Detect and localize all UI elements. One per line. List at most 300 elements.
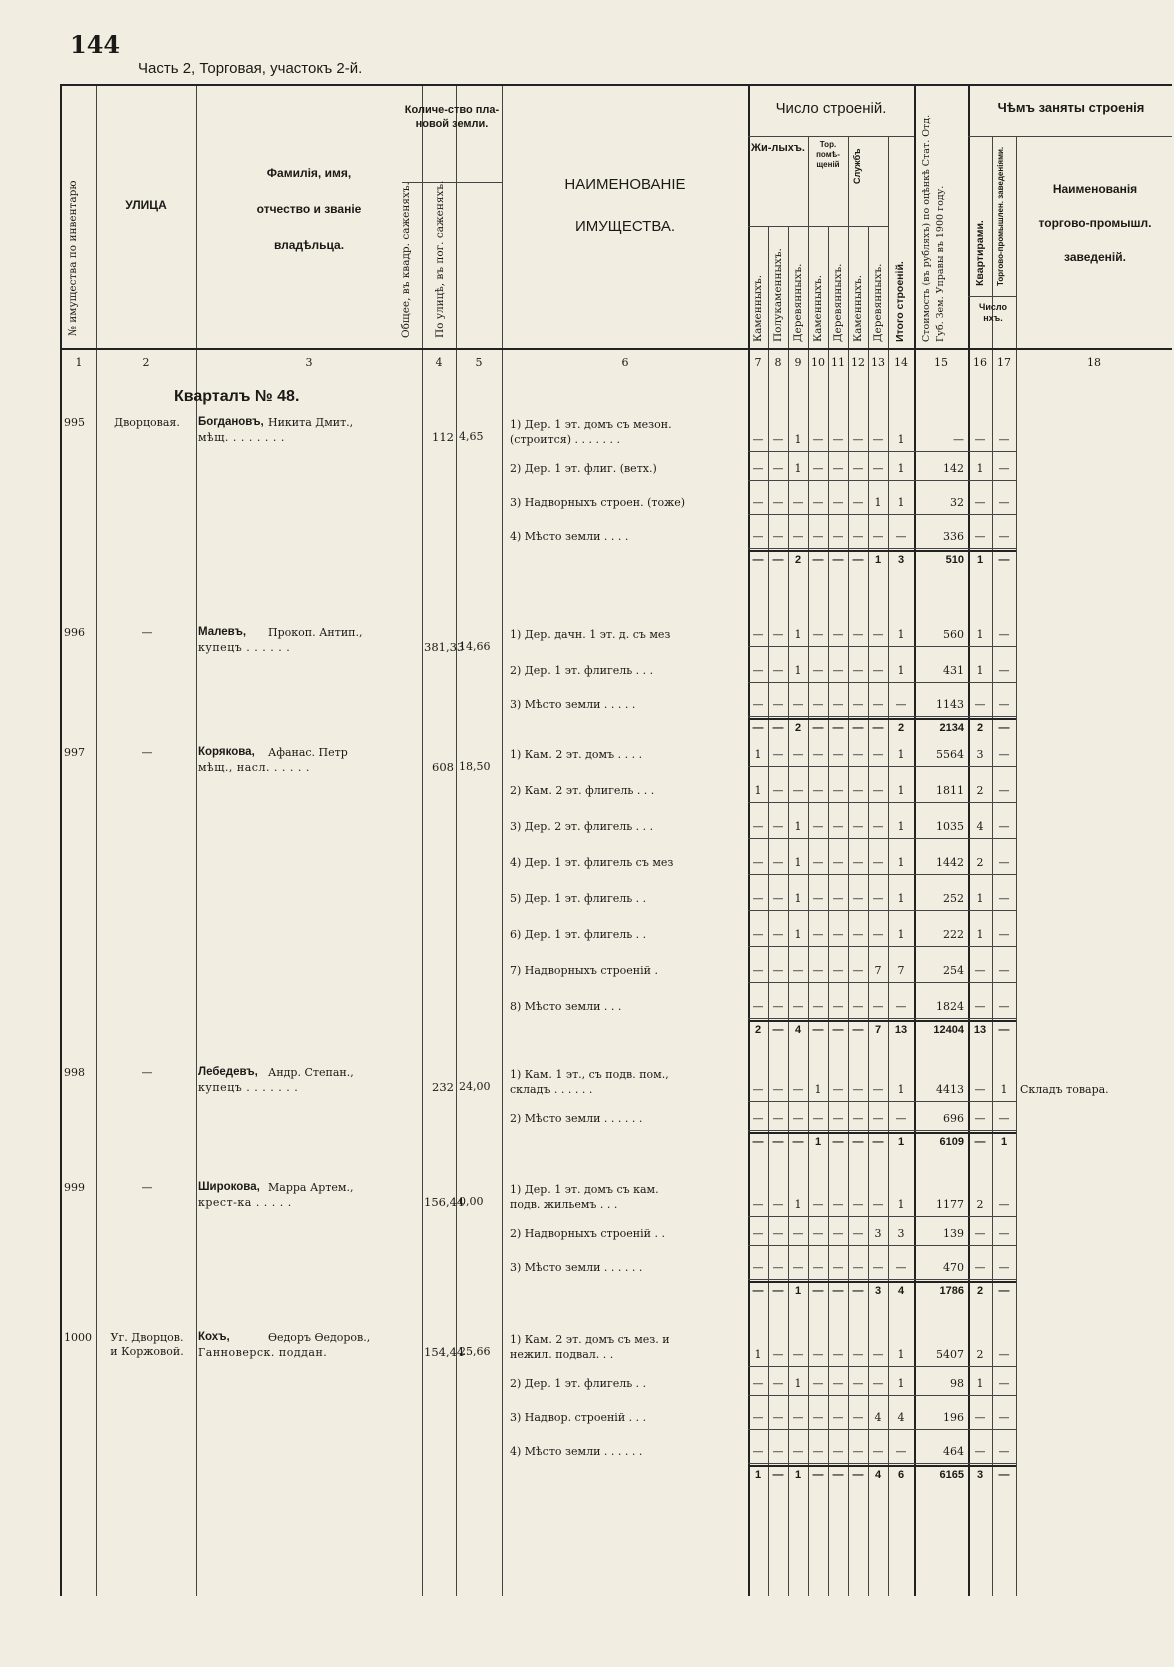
item-count-c7: — xyxy=(752,1083,764,1096)
item-value: 254 xyxy=(943,964,964,977)
item-count-c13: 1 xyxy=(874,496,882,509)
item-description-line2: складъ . . . . . . xyxy=(510,1083,593,1096)
item-value: 1143 xyxy=(936,698,964,711)
item-count-c7: — xyxy=(752,964,764,977)
column-number: 8 xyxy=(774,356,782,369)
column-number: 2 xyxy=(142,356,150,369)
item-description-line2: нежил. подвал. . . xyxy=(510,1348,614,1361)
entry-id: 995 xyxy=(64,416,85,429)
item-count-c8: — xyxy=(772,784,784,797)
item-count-c7: — xyxy=(752,1445,764,1458)
item-count-c11: — xyxy=(832,892,844,905)
item-count-c12: — xyxy=(852,1377,864,1390)
item-count-c10: — xyxy=(812,928,824,941)
item-count-c14: 1 xyxy=(897,784,905,797)
item-rule xyxy=(748,838,1016,839)
item-value: 336 xyxy=(943,530,964,543)
total-count-c11: — xyxy=(832,1024,844,1036)
entry-owner-name: Никита Дмит., xyxy=(268,416,354,429)
total-count-c13: 7 xyxy=(874,1024,882,1036)
column-number: 18 xyxy=(1087,356,1101,369)
item-count-c13: — xyxy=(872,856,884,869)
item-count-c14: 1 xyxy=(897,664,905,677)
col-owner-header-3: владѣльца. xyxy=(273,238,345,252)
item-enterprises: — xyxy=(998,1000,1010,1013)
item-value: 470 xyxy=(943,1261,964,1274)
item-count-c14: 1 xyxy=(897,892,905,905)
item-count-c7: — xyxy=(752,820,764,833)
item-count-c9: — xyxy=(792,1411,804,1424)
item-count-c12: — xyxy=(852,1083,864,1096)
total-apartments: 13 xyxy=(973,1024,987,1036)
item-count-c13: — xyxy=(872,698,884,711)
item-count-c9: — xyxy=(792,698,804,711)
item-description: 8) Мѣсто земли . . . xyxy=(510,1000,622,1013)
item-count-c10: — xyxy=(812,820,824,833)
item-rule xyxy=(748,1279,1016,1280)
total-value: 2134 xyxy=(939,722,964,734)
item-rule xyxy=(748,548,1016,549)
total-enterprises: — xyxy=(998,1024,1010,1036)
total-count-c8: — xyxy=(772,554,784,566)
item-count-c10: — xyxy=(812,433,824,446)
entry-frontage: 4,65 xyxy=(459,430,484,443)
entry-id: 998 xyxy=(64,1066,85,1079)
col-service-subheader: Службъ xyxy=(852,148,862,184)
item-count-c8: — xyxy=(772,462,784,475)
item-description: 2) Кам. 2 эт. флигель . . . xyxy=(510,784,655,797)
item-value: 1177 xyxy=(936,1198,964,1211)
item-value: 142 xyxy=(943,462,964,475)
item-rule xyxy=(748,682,1016,683)
item-apartments: 1 xyxy=(976,928,984,941)
column-number: 13 xyxy=(871,356,885,369)
item-count-c12: — xyxy=(852,1000,864,1013)
item-enterprises: — xyxy=(998,784,1010,797)
item-count-c11: — xyxy=(832,1411,844,1424)
item-count-c8: — xyxy=(772,928,784,941)
item-count-c10: — xyxy=(812,1112,824,1125)
entry-id: 999 xyxy=(64,1181,85,1194)
item-count-c12: — xyxy=(852,928,864,941)
item-count-c10: — xyxy=(812,462,824,475)
item-count-c7: — xyxy=(752,664,764,677)
entry-owner-rank: крест-ка . . . . . xyxy=(198,1196,292,1209)
item-count-c11: — xyxy=(832,698,844,711)
entry-id: 997 xyxy=(64,746,85,759)
entry-area: 156,44 xyxy=(424,1195,465,1209)
total-apartments: 3 xyxy=(976,1469,984,1481)
item-count-c7: — xyxy=(752,496,764,509)
item-value: 252 xyxy=(943,892,964,905)
total-apartments: 2 xyxy=(976,722,984,734)
item-count-c14: 1 xyxy=(897,1083,905,1096)
item-count-c14: 7 xyxy=(897,964,905,977)
item-count-c11: — xyxy=(832,433,844,446)
item-count-c7: — xyxy=(752,1227,764,1240)
total-apartments: — xyxy=(974,1136,986,1148)
item-count-c11: — xyxy=(832,820,844,833)
item-apartments: — xyxy=(974,698,986,711)
entry-id: 1000 xyxy=(64,1331,92,1344)
total-count-c10: — xyxy=(812,1469,824,1481)
item-count-c13: — xyxy=(872,1377,884,1390)
item-count-c10: — xyxy=(812,1411,824,1424)
item-description: 7) Надворныхъ строеній . xyxy=(510,964,658,977)
item-count-c11: — xyxy=(832,628,844,641)
total-count-c9: 1 xyxy=(794,1469,802,1481)
item-count-c12: — xyxy=(852,628,864,641)
item-description: 1) Кам. 2 эт. домъ съ мез. и xyxy=(510,1333,670,1346)
item-description: 3) Мѣсто земли . . . . . xyxy=(510,698,636,711)
total-count-c12: — xyxy=(852,722,864,734)
item-rule xyxy=(748,766,1016,767)
total-count-c9: 4 xyxy=(794,1024,802,1036)
item-rule xyxy=(748,514,1016,515)
item-count-c12: — xyxy=(852,892,864,905)
item-count-c14: 1 xyxy=(897,856,905,869)
item-count-c12: — xyxy=(852,1261,864,1274)
item-description: 3) Надвор. строеній . . . xyxy=(510,1411,647,1424)
item-description: 1) Кам. 1 эт., съ подв. пом., xyxy=(510,1068,669,1081)
total-count-c10: 1 xyxy=(814,1136,822,1148)
total-count-c12: — xyxy=(852,1024,864,1036)
entry-owner-rank: купецъ . . . . . . . xyxy=(198,1081,299,1094)
item-count-c8: — xyxy=(772,1227,784,1240)
total-value: 6165 xyxy=(939,1469,964,1481)
col-living-subheader: Жи-лыхъ. xyxy=(751,142,805,154)
item-apartments: 2 xyxy=(976,1348,984,1361)
item-value: 1442 xyxy=(936,856,964,869)
item-count-c14: 1 xyxy=(897,928,905,941)
total-count-c14: 1 xyxy=(897,1136,905,1148)
item-count-c10: — xyxy=(812,856,824,869)
item-rule xyxy=(748,716,1016,717)
item-enterprises: — xyxy=(998,628,1010,641)
col18-header-2: торгово-промышл. xyxy=(1038,216,1152,230)
col-count-label: Число нхъ. xyxy=(979,302,1007,324)
item-count-c14: 1 xyxy=(897,628,905,641)
item-value: 1824 xyxy=(936,1000,964,1013)
total-count-c7: — xyxy=(752,722,764,734)
item-count-c9: 1 xyxy=(794,820,802,833)
item-apartments: — xyxy=(974,1445,986,1458)
entry-frontage: 25,66 xyxy=(459,1345,491,1358)
total-rule xyxy=(748,1281,1016,1283)
item-count-c9: 1 xyxy=(794,628,802,641)
total-count-c13: 4 xyxy=(874,1469,882,1481)
item-apartments: 2 xyxy=(976,784,984,797)
item-enterprises: — xyxy=(998,820,1010,833)
item-count-c12: — xyxy=(852,820,864,833)
total-count-c9: 2 xyxy=(794,554,802,566)
item-count-c9: — xyxy=(792,496,804,509)
item-count-c11: — xyxy=(832,530,844,543)
item-value: 32 xyxy=(950,496,964,509)
item-apartments: — xyxy=(974,964,986,977)
item-apartments: — xyxy=(974,1112,986,1125)
entry-street: — xyxy=(141,746,153,759)
item-rule xyxy=(748,646,1016,647)
entry-frontage: 24,00 xyxy=(459,1080,491,1093)
item-count-c9: — xyxy=(792,1348,804,1361)
item-description: 3) Дер. 2 эт. флигель . . . xyxy=(510,820,654,833)
item-count-c13: — xyxy=(872,1198,884,1211)
total-count-c13: 3 xyxy=(874,1285,882,1297)
item-count-c12: — xyxy=(852,433,864,446)
total-enterprises: — xyxy=(998,722,1010,734)
item-count-c14: 1 xyxy=(897,1198,905,1211)
total-count-c7: 2 xyxy=(754,1024,762,1036)
item-count-c9: 1 xyxy=(794,1377,802,1390)
entry-area: 112 xyxy=(432,430,454,444)
item-count-c14: — xyxy=(895,698,907,711)
item-count-c12: — xyxy=(852,664,864,677)
item-count-c14: — xyxy=(895,1261,907,1274)
item-count-c10: — xyxy=(812,628,824,641)
item-count-c9: — xyxy=(792,964,804,977)
item-description: 1) Дер. дачн. 1 эт. д. съ мез xyxy=(510,628,671,641)
item-count-c11: — xyxy=(832,1445,844,1458)
item-count-c8: — xyxy=(772,1112,784,1125)
col-frontage-header: По улицѣ, въ пог. саженяхъ. xyxy=(434,180,446,338)
entry-street: — xyxy=(141,1181,153,1194)
col8-header: Полукаменныхъ. xyxy=(772,248,784,342)
entry-street: — xyxy=(141,626,153,639)
column-number: 14 xyxy=(894,356,908,369)
item-count-c7: — xyxy=(752,698,764,711)
item-count-c9: 1 xyxy=(794,462,802,475)
item-enterprises: — xyxy=(998,496,1010,509)
item-apartments: 3 xyxy=(976,748,984,761)
total-count-c8: — xyxy=(772,1469,784,1481)
total-count-c9: 2 xyxy=(794,722,802,734)
total-apartments: 1 xyxy=(976,554,984,566)
item-count-c14: 1 xyxy=(897,748,905,761)
total-count-c11: — xyxy=(832,1469,844,1481)
total-count-c12: — xyxy=(852,1136,864,1148)
item-description: 4) Дер. 1 эт. флигель съ мез xyxy=(510,856,674,869)
item-count-c8: — xyxy=(772,892,784,905)
item-value: 696 xyxy=(943,1112,964,1125)
item-count-c11: — xyxy=(832,928,844,941)
item-count-c10: — xyxy=(812,1227,824,1240)
total-count-c12: — xyxy=(852,554,864,566)
item-count-c8: — xyxy=(772,1445,784,1458)
total-count-c13: — xyxy=(872,1136,884,1148)
item-count-c11: — xyxy=(832,462,844,475)
entry-owner-name: Прокоп. Антип., xyxy=(268,626,363,639)
item-count-c9: — xyxy=(792,1227,804,1240)
total-count-c11: — xyxy=(832,1136,844,1148)
col-buildings-group-header: Число строеній. xyxy=(775,100,887,117)
item-count-c13: — xyxy=(872,1000,884,1013)
item-description: 3) Мѣсто земли . . . . . . xyxy=(510,1261,643,1274)
item-count-c8: — xyxy=(772,964,784,977)
item-enterprises: — xyxy=(998,1445,1010,1458)
item-count-c7: 1 xyxy=(754,1348,762,1361)
item-count-c7: — xyxy=(752,1411,764,1424)
item-apartments: 2 xyxy=(976,856,984,869)
total-count-c14: 3 xyxy=(897,554,905,566)
total-count-c9: 1 xyxy=(794,1285,802,1297)
item-count-c13: — xyxy=(872,1445,884,1458)
item-description: 6) Дер. 1 эт. флигель . . xyxy=(510,928,647,941)
item-description: 3) Надворныхъ строен. (тоже) xyxy=(510,496,686,509)
item-count-c10: — xyxy=(812,698,824,711)
item-value: 139 xyxy=(943,1227,964,1240)
item-enterprises: — xyxy=(998,530,1010,543)
total-count-c12: — xyxy=(852,1469,864,1481)
item-value: 1811 xyxy=(936,784,964,797)
item-count-c8: — xyxy=(772,1411,784,1424)
item-count-c13: 3 xyxy=(874,1227,882,1240)
total-count-c14: 2 xyxy=(897,722,905,734)
item-count-c11: — xyxy=(832,664,844,677)
total-rule xyxy=(748,718,1016,720)
item-rule xyxy=(748,1018,1016,1019)
item-value: 560 xyxy=(943,628,964,641)
item-description: 2) Дер. 1 эт. флигель . . . xyxy=(510,664,654,677)
col7-header: Каменныхъ. xyxy=(752,274,764,342)
total-enterprises: — xyxy=(998,1285,1010,1297)
total-count-c13: — xyxy=(872,722,884,734)
item-count-c13: — xyxy=(872,530,884,543)
column-number: 12 xyxy=(851,356,865,369)
item-enterprises: — xyxy=(998,856,1010,869)
item-count-c9: — xyxy=(792,1000,804,1013)
item-count-c13: — xyxy=(872,748,884,761)
total-count-c13: 1 xyxy=(874,554,882,566)
column-number: 3 xyxy=(305,356,313,369)
item-count-c13: — xyxy=(872,462,884,475)
entry-owner-surname: Богдановъ, xyxy=(198,416,264,428)
item-count-c10: — xyxy=(812,748,824,761)
item-count-c7: — xyxy=(752,462,764,475)
item-apartments: — xyxy=(974,1083,986,1096)
total-value: 510 xyxy=(945,554,964,566)
col-owner-header-2: отчество и званіе xyxy=(256,202,362,216)
total-count-c10: — xyxy=(812,722,824,734)
entry-area: 232 xyxy=(432,1080,454,1094)
item-apartments: 4 xyxy=(976,820,984,833)
item-count-c13: — xyxy=(872,628,884,641)
col17-header: Торгово-промышлен. заведеніями. xyxy=(996,146,1005,286)
item-count-c7: — xyxy=(752,1112,764,1125)
item-count-c9: — xyxy=(792,784,804,797)
total-count-c7: — xyxy=(752,554,764,566)
item-enterprises: — xyxy=(998,964,1010,977)
item-count-c13: — xyxy=(872,664,884,677)
col14-header: Итого строеній. xyxy=(894,261,906,342)
total-apartments: 2 xyxy=(976,1285,984,1297)
col-area-header: Общее, въ квадр. саженяхъ. xyxy=(400,182,412,338)
item-count-c7: — xyxy=(752,1000,764,1013)
item-count-c7: — xyxy=(752,1198,764,1211)
item-count-c13: — xyxy=(872,433,884,446)
item-count-c8: — xyxy=(772,698,784,711)
item-apartments: — xyxy=(974,1000,986,1013)
col-street-header: УЛИЦА xyxy=(125,198,167,212)
item-count-c10: — xyxy=(812,1348,824,1361)
entry-frontage: 14,66 xyxy=(459,640,491,653)
item-count-c9: — xyxy=(792,748,804,761)
item-count-c14: 1 xyxy=(897,1348,905,1361)
column-number: 15 xyxy=(934,356,948,369)
item-count-c12: — xyxy=(852,784,864,797)
item-description-line2: подв. жильемъ . . . xyxy=(510,1198,618,1211)
item-count-c13: 7 xyxy=(874,964,882,977)
total-count-c10: — xyxy=(812,1024,824,1036)
item-count-c12: — xyxy=(852,1411,864,1424)
item-count-c12: — xyxy=(852,856,864,869)
col12-header: Каменныхъ. xyxy=(852,274,864,342)
item-count-c9: — xyxy=(792,1112,804,1125)
item-count-c7: — xyxy=(752,1261,764,1274)
item-enterprises: — xyxy=(998,1377,1010,1390)
item-description: 1) Кам. 2 эт. домъ . . . . xyxy=(510,748,643,761)
item-enterprises: — xyxy=(998,1411,1010,1424)
item-count-c10: — xyxy=(812,892,824,905)
item-count-c12: — xyxy=(852,698,864,711)
total-value: 6109 xyxy=(939,1136,964,1148)
entry-owner-rank: мѣщ., насл. . . . . . xyxy=(198,761,310,774)
item-count-c14: 1 xyxy=(897,496,905,509)
total-count-c8: — xyxy=(772,1024,784,1036)
entry-owner-name: Марра Артем., xyxy=(268,1181,354,1194)
col10-header: Каменныхъ. xyxy=(812,274,824,342)
item-rule xyxy=(748,982,1016,983)
item-description: 4) Мѣсто земли . . . . xyxy=(510,530,629,543)
item-count-c9: 1 xyxy=(794,856,802,869)
item-count-c10: 1 xyxy=(814,1083,822,1096)
item-count-c8: — xyxy=(772,433,784,446)
item-count-c12: — xyxy=(852,530,864,543)
item-count-c9: 1 xyxy=(794,892,802,905)
item-rule xyxy=(748,802,1016,803)
item-count-c11: — xyxy=(832,1112,844,1125)
column-number: 5 xyxy=(475,356,483,369)
item-count-c14: 3 xyxy=(897,1227,905,1240)
col-trade-subheader: Тор. помѣ-щеній xyxy=(816,140,840,169)
item-count-c11: — xyxy=(832,1377,844,1390)
item-apartments: — xyxy=(974,433,986,446)
item-enterprises: 1 xyxy=(1000,1083,1008,1096)
total-count-c11: — xyxy=(832,1285,844,1297)
col16-header: Квартирами. xyxy=(974,220,986,286)
item-rule xyxy=(748,910,1016,911)
item-count-c14: 1 xyxy=(897,462,905,475)
item-count-c12: — xyxy=(852,462,864,475)
total-rule xyxy=(748,550,1016,552)
column-number: 11 xyxy=(831,356,845,369)
item-apartments: 1 xyxy=(976,462,984,475)
item-count-c12: — xyxy=(852,1227,864,1240)
item-count-c14: — xyxy=(895,1445,907,1458)
entry-area: 608 xyxy=(432,760,454,774)
entry-street: Дворцовая. xyxy=(114,416,180,429)
item-value: — xyxy=(953,433,964,446)
item-count-c8: — xyxy=(772,820,784,833)
item-count-c9: 1 xyxy=(794,928,802,941)
item-rule xyxy=(748,874,1016,875)
item-count-c13: — xyxy=(872,820,884,833)
item-count-c7: 1 xyxy=(754,784,762,797)
item-count-c11: — xyxy=(832,496,844,509)
item-apartments: — xyxy=(974,496,986,509)
col9-header: Деревянныхъ. xyxy=(792,263,804,342)
item-apartments: 1 xyxy=(976,664,984,677)
